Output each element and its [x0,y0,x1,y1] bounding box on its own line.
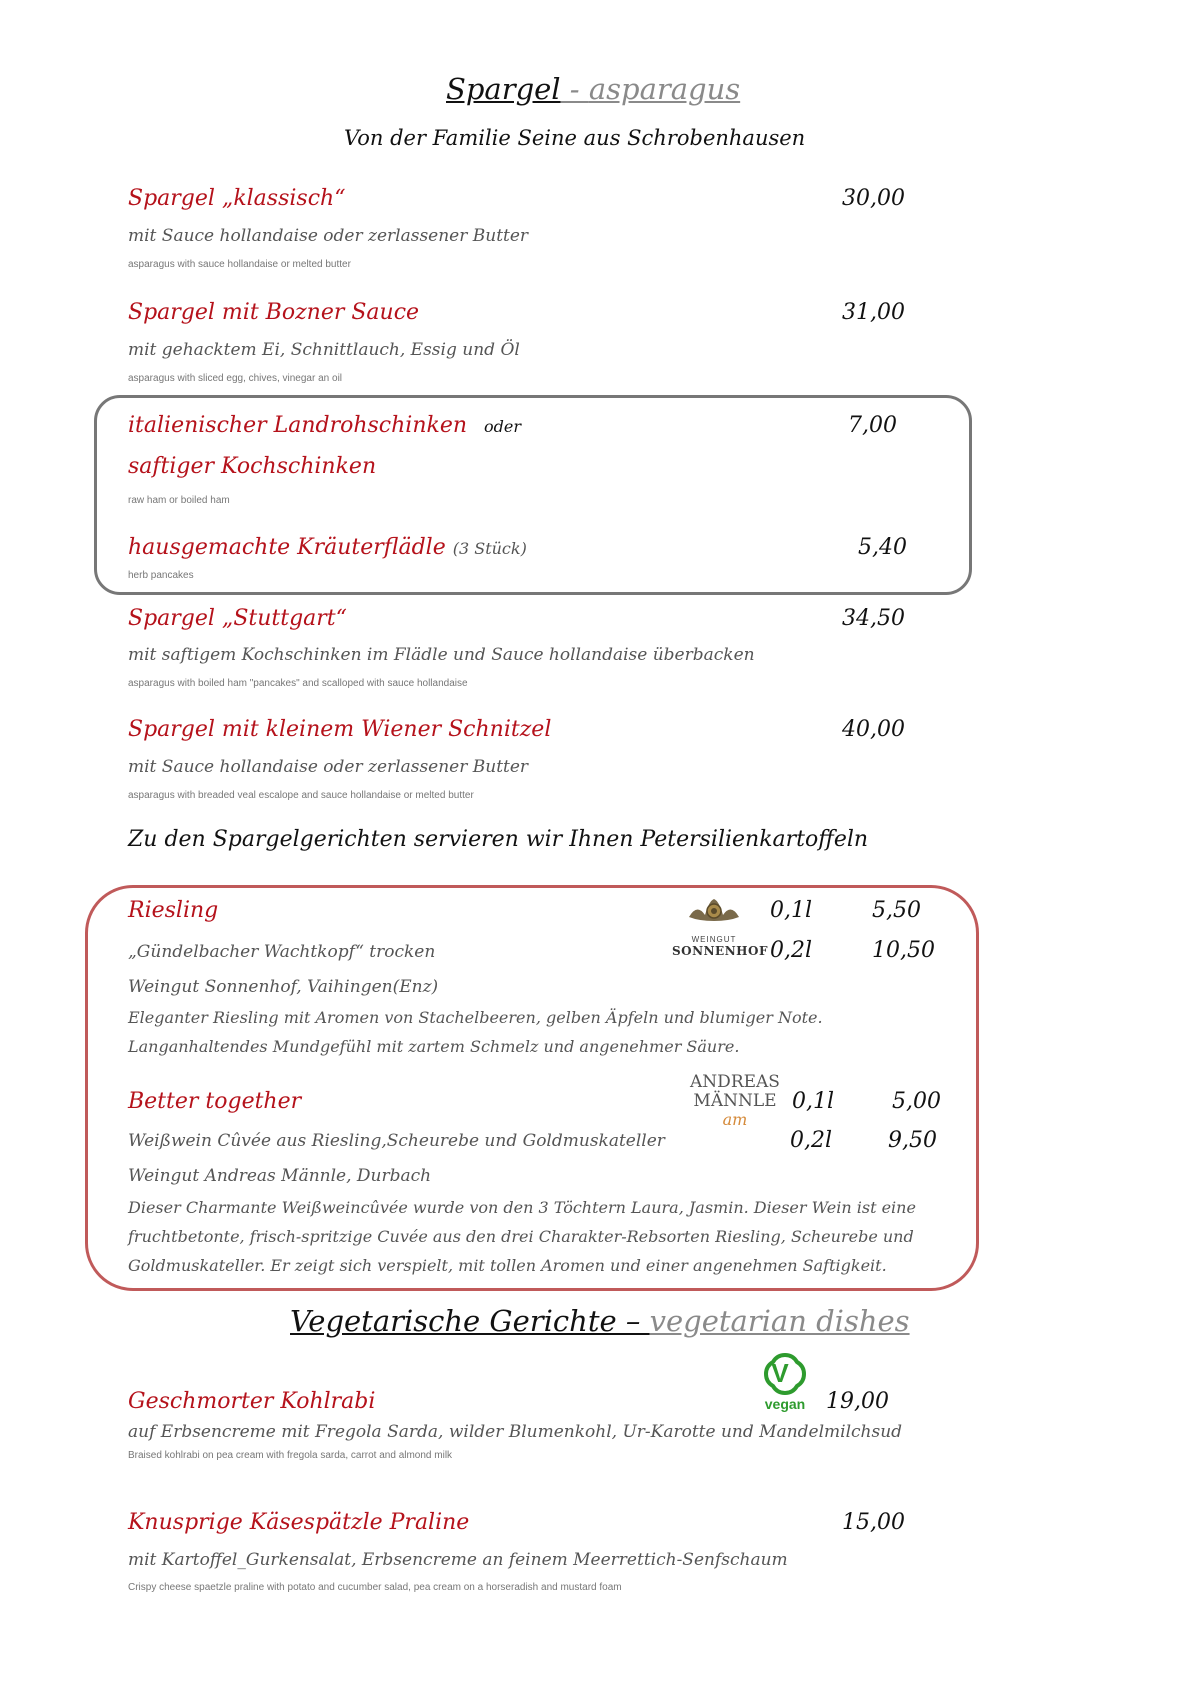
wine-price: 5,00 [892,1089,941,1114]
vegan-badge [758,1352,812,1418]
dish-description: mit saftigem Kochschinken im Flädle und Sauce hollandaise überbacken [128,645,755,665]
dish-name: Spargel „klassisch“ [128,186,346,211]
winery-logo-line2: MÄNNLE [693,1091,777,1111]
page-subtitle: Von der Familie Seine aus Schrobenhausen [344,126,806,150]
dish-name: Geschmorter Kohlrabi [128,1389,376,1414]
dish-price: 30,00 [842,186,905,211]
wine-description: Dieser Charmante Weißweincûvée wurde von den 3 Töchtern Laura, Jasmin. Dieser Wein ist eine [128,1198,916,1217]
winery-logo [672,895,768,965]
section-title-vegetarian [290,1304,910,1338]
page-title [446,72,740,106]
dish-english: asparagus with sauce hollandaise or melted butter [128,259,351,270]
vegan-letter: V [771,1358,789,1388]
dish-description: mit Sauce hollandaise oder zerlassener Butter [128,757,529,777]
side-pancakes-english: herb pancakes [128,570,194,581]
winery-name: Weingut Sonnenhof, Vaihingen(Enz) [128,977,439,997]
vegan-label: vegan [764,1396,806,1412]
dish-price: 31,00 [842,300,905,325]
dish-price: 15,00 [842,1510,905,1535]
dish-price: 19,00 [826,1389,889,1414]
dish-english: asparagus with sliced egg, chives, vinegar an oil [128,373,343,384]
title-main: Spargel [446,72,561,106]
wine-size: 0,1l [770,898,813,923]
crest-icon [679,895,749,931]
section-title-sub: vegetarian dishes [649,1304,910,1338]
title-separator: - [560,72,589,106]
side-ham-raw [128,413,521,438]
dish-english: Braised kohlrabi on pea cream with fregola sarda, carrot and almond milk [128,1450,453,1461]
winery-logo [690,1073,780,1135]
wine-size: 0,2l [790,1128,833,1153]
winery-name: Weingut Andreas Männle, Durbach [128,1166,432,1186]
side-pancakes-count: (3 Stück) [452,539,527,558]
dish-description: mit gehacktem Ei, Schnittlauch, Essig und Öl [128,340,520,360]
dish-name: Spargel mit kleinem Wiener Schnitzel [128,717,552,742]
side-ham-boiled: saftiger Kochschinken [128,454,377,479]
dish-name: Spargel „Stuttgart“ [128,606,347,631]
side-ham-raw-label: italienischer Landrohschinken [128,413,468,438]
dish-price: 40,00 [842,717,905,742]
dish-price: 34,50 [842,606,905,631]
wine-description: Goldmuskateller. Er zeigt sich verspielt, mit tollen Aromen und einer angenehmen Saftigkeit. [128,1256,887,1275]
dish-description: auf Erbsencreme mit Fregola Sarda, wilder Blumenkohl, Ur-Karotte und Mandelmilchsud [128,1422,903,1442]
dish-description: mit Sauce hollandaise oder zerlassener Butter [128,226,529,246]
dish-english: asparagus with boiled ham "pancakes" and scalloped with sauce hollandaise [128,678,468,689]
dish-english: Crispy cheese spaetzle praline with potato and cucumber salad, pea cream on a horseradish and mustard foam [128,1582,622,1593]
dish-name: Knusprige Käsespätzle Praline [128,1510,470,1535]
side-pancakes-price: 5,40 [858,535,907,560]
wine-size: 0,1l [792,1089,835,1114]
dish-name: Spargel mit Bozner Sauce [128,300,420,325]
winery-logo-line1: ANDREAS [690,1072,780,1092]
potatoes-note: Zu den Spargelgerichten servieren wir Ihnen Petersilienkartoffeln [128,827,869,852]
section-title-main: Vegetarische Gerichte – [290,1304,650,1338]
side-pancakes-label: hausgemachte Kräuterflädle [128,535,446,560]
wine-size: 0,2l [770,938,813,963]
wine-description: fruchtbetonte, frisch-spritzige Cuvée aus den drei Charakter-Rebsorten Riesling, Scheurebe und [128,1227,914,1246]
wine-description: Langanhaltendes Mundgefühl mit zartem Schmelz und angenehmer Säure. [128,1037,740,1056]
winery-logo-top: WEINGUT [691,935,737,944]
side-ham-or: oder [484,417,522,436]
wine-name: Riesling [128,898,219,923]
winery-logo-mark: am [722,1110,748,1129]
winery-logo-name: SONNENHOF [672,944,768,958]
wine-price: 5,50 [872,898,921,923]
side-ham-english: raw ham or boiled ham [128,495,230,506]
wine-name: Better together [128,1089,302,1114]
wine-price: 9,50 [888,1128,937,1153]
dish-description: mit Kartoffel_Gurkensalat, Erbsencreme an feinem Meerrettich-Senfschaum [128,1550,788,1570]
dish-english: asparagus with breaded veal escalope and sauce hollandaise or melted butter [128,790,474,801]
wine-subtitle: Weißwein Cûvée aus Riesling,Scheurebe und Goldmuskateller [128,1131,665,1151]
wine-price: 10,50 [872,938,935,963]
title-sub: asparagus [588,72,741,106]
wine-description: Eleganter Riesling mit Aromen von Stachelbeeren, gelben Äpfeln und blumiger Note. [128,1008,823,1027]
wine-subtitle: „Gündelbacher Wachtkopf“ trocken [128,942,436,962]
side-pancakes [128,535,527,560]
side-ham-price: 7,00 [848,413,897,438]
